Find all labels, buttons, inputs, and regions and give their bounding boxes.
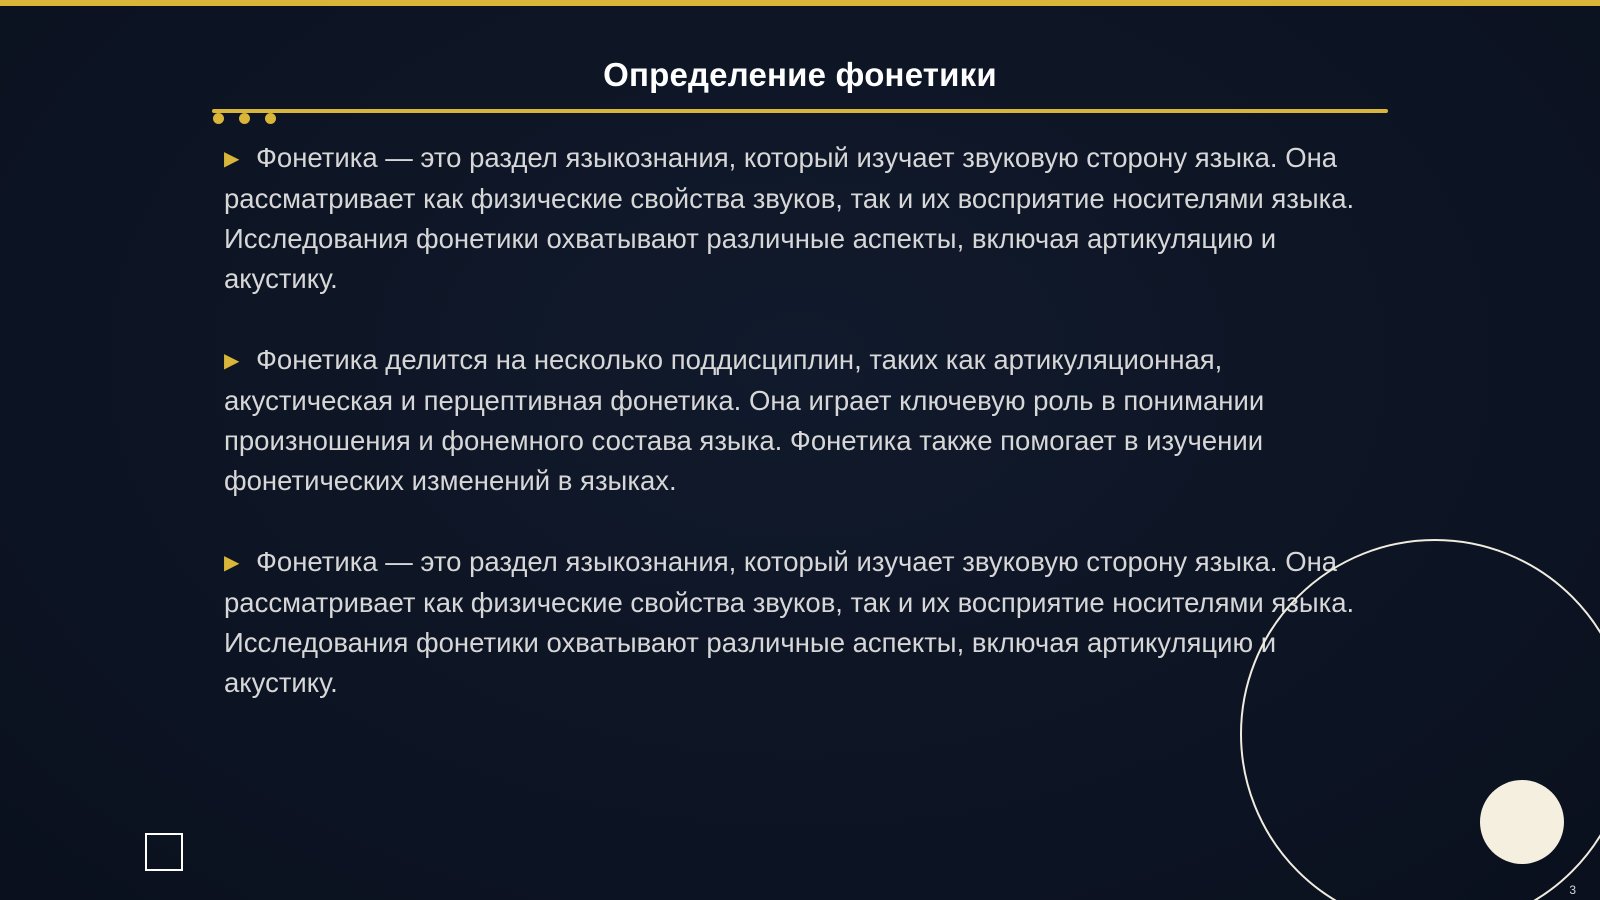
- triangle-right-icon: ▶: [224, 552, 240, 574]
- slide-title: Определение фонетики: [603, 56, 997, 93]
- bullet-text: Фонетика — это раздел языкознания, который изучает звуковую сторону языка. Она рассматривает как физические свойства звуков, так и их восприятие носителями языка. Исследования фонетики охватывают различные аспекты, включая артикуляцию и акустику.: [224, 546, 1355, 698]
- decorative-square: [145, 833, 183, 871]
- decorative-dot: [265, 113, 276, 124]
- top-accent-bar: [0, 0, 1600, 6]
- bullet-text: Фонетика — это раздел языкознания, который изучает звуковую сторону языка. Она рассматривает как физические свойства звуков, так и их восприятие носителями языка. Исследования фонетики охватывают различные аспекты, включая артикуляцию и акустику.: [224, 142, 1355, 294]
- decorative-circle-filled: [1480, 780, 1564, 864]
- bullet-list: [224, 138, 1364, 744]
- triangle-right-icon: ▶: [224, 350, 240, 372]
- decorative-dot: [213, 113, 224, 124]
- title-underline: [212, 109, 1388, 113]
- page-number: 3: [1569, 883, 1576, 897]
- decorative-dot: [239, 113, 250, 124]
- bullet-text: Фонетика делится на несколько поддисциплин, таких как артикуляционная, акустическая и перцептивная фонетика. Она играет ключевую роль в понимании произношения и фонемного состава языка. Фонетика также помогает в изучении фонетических изменений в языках.: [224, 344, 1265, 496]
- triangle-right-icon: ▶: [224, 148, 240, 170]
- bullet-item: [224, 542, 1364, 703]
- bullet-item: [224, 138, 1364, 299]
- bullet-item: [224, 340, 1364, 501]
